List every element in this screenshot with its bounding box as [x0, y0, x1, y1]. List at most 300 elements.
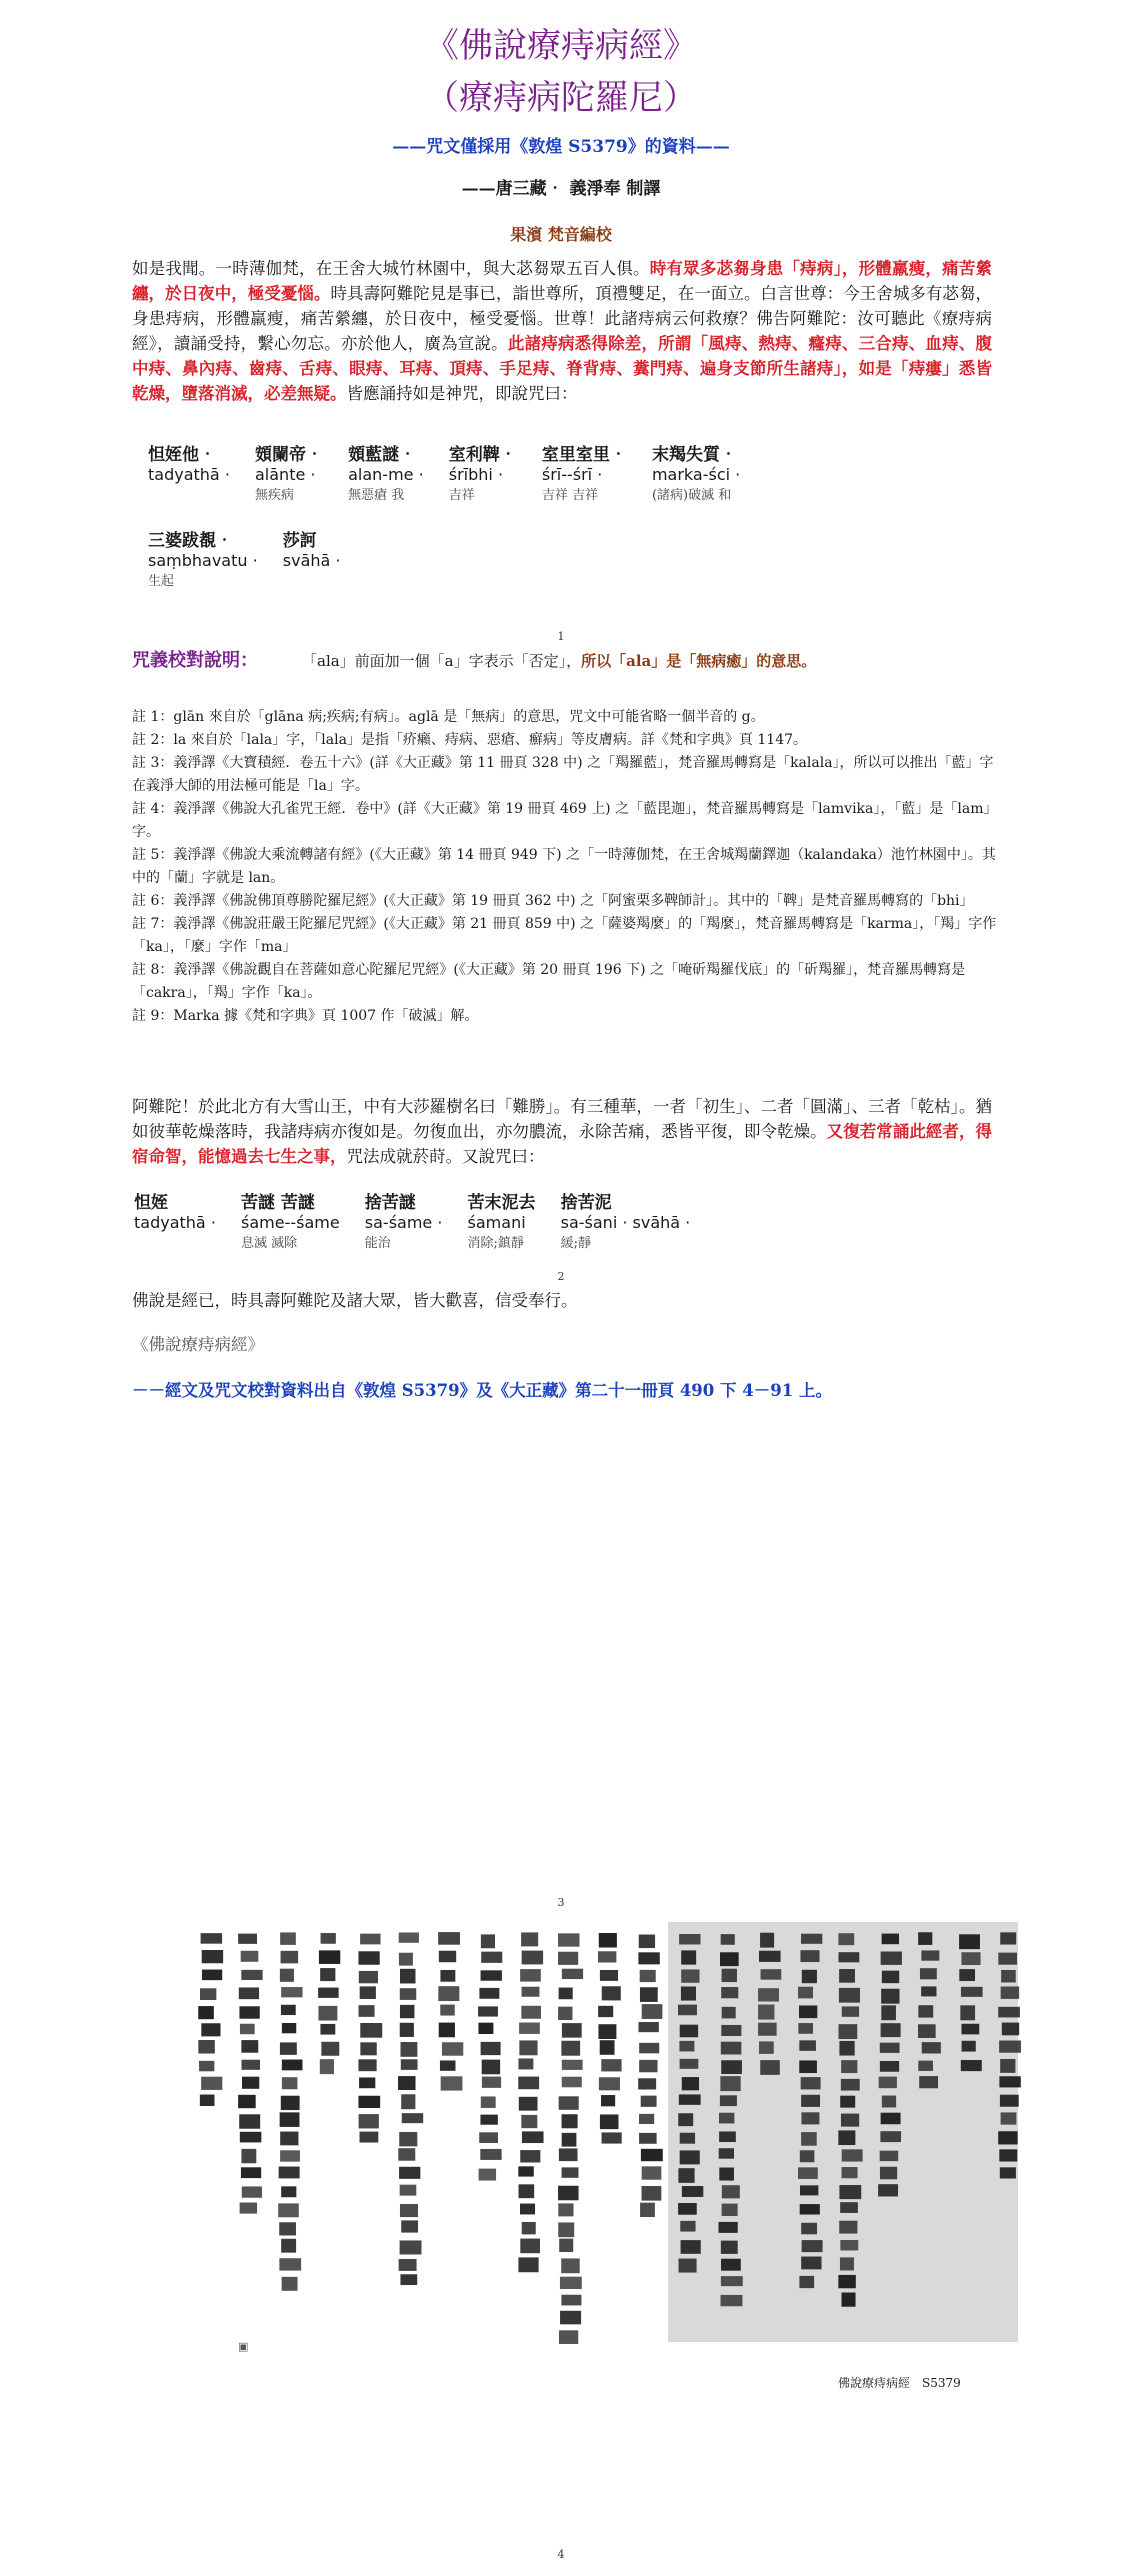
mantra-cell — [449, 440, 517, 503]
manuscript-glyph — [522, 1987, 540, 1997]
manuscript-glyph — [280, 1932, 296, 1944]
manuscript-glyph — [242, 2186, 262, 2197]
intro-p1-highlight: 時有眾多苾芻身患「痔病」，形體羸瘦，痛苦縈纏，於日夜中，極受憂惱。 — [132, 259, 993, 303]
mantra-roman: alan-me · — [348, 465, 424, 484]
manuscript-glyph — [800, 2204, 820, 2214]
manuscript-glyph — [279, 2222, 296, 2235]
manuscript-glyph — [961, 1952, 980, 1965]
manuscript-glyph — [320, 2059, 334, 2074]
manuscript-glyph — [1002, 2023, 1019, 2036]
note-label: 註 1： — [132, 709, 174, 725]
manuscript-glyph — [722, 1969, 737, 1982]
manuscript-glyph — [241, 2167, 261, 2178]
second-p1-end: 咒法成就菸莳。又說咒曰： — [346, 1147, 545, 1166]
second-paragraph — [132, 1094, 992, 1169]
manuscript-glyph — [838, 2130, 855, 2145]
manuscript-glyph — [718, 2222, 737, 2233]
manuscript-glyph — [481, 1952, 502, 1963]
manuscript-glyph — [282, 2060, 303, 2071]
manuscript-glyph — [639, 2114, 654, 2124]
manuscript-glyph — [400, 2023, 414, 2037]
intro-p2-highlight: 此諸痔病悉得除差，所謂「風痔、熱痔、癃痔、三合痔、血痔、腹中痔、鼻內痔、齒痔、舌痔、眼痔、耳痔、頂痔、手足痔、脊背痔、糞門痔、遍身支節所生諸痔」，如是「痔瘻」悉皆乾燥，墮落消滅，必差無疑。 — [132, 334, 993, 403]
manuscript-glyph — [200, 1988, 216, 2000]
notes-list — [132, 706, 1002, 1028]
manuscript-glyph — [999, 2076, 1020, 2087]
manuscript-glyph — [519, 2023, 540, 2034]
manuscript-glyph — [759, 2041, 774, 2053]
mantra-roman: sa-śame · — [364, 1213, 443, 1232]
manuscript-glyph — [720, 1952, 739, 1966]
manuscript-glyph — [518, 2077, 539, 2090]
manuscript-glyph — [640, 2203, 655, 2217]
manuscript-glyph — [439, 2023, 455, 2038]
page-title: 《佛說療痔病經》 — [425, 26, 697, 66]
manuscript-glyph — [760, 1933, 774, 1948]
manuscript-glyph — [999, 2041, 1021, 2053]
manuscript-glyph — [360, 2023, 382, 2038]
manuscript-glyph — [359, 2114, 379, 2128]
manuscript-glyph — [319, 1950, 340, 1964]
manuscript-glyph — [881, 2023, 901, 2037]
manuscript-glyph — [559, 1988, 573, 2000]
manuscript-glyph — [200, 2095, 215, 2106]
manuscript-glyph — [559, 2096, 579, 2109]
manuscript-glyph — [840, 2202, 858, 2213]
manuscript-glyph — [321, 2042, 339, 2056]
manuscript-glyph — [518, 2257, 538, 2272]
manuscript-glyph — [440, 2060, 456, 2070]
intro-p2: 時具壽阿難陀見是事已，詣世尊所，頂禮雙足，在一面立。白言世尊：今王舍城多有苾芻，身患痔病，形體羸瘦，痛苦縈纏，於日夜中，極受憂惱。世尊！此諸痔病云何救療？佛告阿難陀：汝可聽此《療痔病經》，讀誦受持，繫心勿忘。亦於他人，廣為宣說。 — [132, 284, 993, 353]
manuscript-glyph — [840, 2096, 855, 2108]
manuscript-glyph — [761, 1969, 782, 1979]
manuscript-glyph — [719, 2168, 734, 2181]
manuscript-glyph — [680, 2150, 700, 2164]
manuscript-glyph — [400, 2204, 418, 2217]
manuscript-glyph — [281, 1951, 299, 1964]
manuscript-glyph — [239, 2114, 260, 2128]
manuscript-glyph — [201, 1933, 222, 1944]
manuscript-glyph — [799, 2060, 817, 2073]
manuscript-glyph — [481, 2096, 496, 2108]
manuscript-glyph — [241, 1970, 262, 1980]
note-item — [132, 890, 1002, 913]
note-item — [132, 729, 1002, 752]
manuscript-glyph — [720, 2076, 740, 2091]
note-label: 註 7： — [132, 916, 174, 932]
manuscript-glyph — [400, 2185, 417, 2196]
manuscript-glyph — [562, 2060, 583, 2070]
manuscript-glyph — [760, 2060, 780, 2075]
manuscript-glyph — [1000, 2167, 1016, 2178]
manuscript-glyph — [678, 2113, 693, 2126]
manuscript-glyph — [239, 1987, 259, 1999]
manuscript-glyph — [280, 2042, 297, 2054]
manuscript-glyph — [799, 2276, 814, 2288]
manuscript-glyph — [960, 2005, 975, 2020]
note-text: 義淨譯《佛說大孔雀咒王經．卷中》(詳《大正藏》第 19 冊頁 469 上) 之「藍毘迦」，梵音羅馬轉寫是「lamvika」，「藍」是「lam」字。 — [132, 801, 998, 840]
manuscript-glyph — [841, 2079, 860, 2091]
manuscript-glyph — [721, 2025, 741, 2036]
mantra-roman: sa-śani · svāhā · — [560, 1213, 691, 1232]
manuscript-glyph — [240, 2202, 257, 2213]
manuscript-glyph — [321, 1933, 336, 1944]
note-label: 註 5： — [132, 847, 174, 863]
mantra-roman: śame--śame — [241, 1213, 340, 1232]
manuscript-glyph — [241, 1951, 259, 1962]
manuscript-glyph — [802, 2240, 823, 2252]
note-text: 義淨譯《佛說佛頂尊勝陀羅尼經》(《大正藏》第 19 冊頁 362 中) 之「阿蜜栗多鞞師計」。其中的「鞞」是梵音羅馬轉寫的「bhi」 — [173, 893, 974, 909]
mantra-han: 苦謎 苦謎 — [241, 1193, 315, 1213]
manuscript-glyph — [360, 1934, 380, 1945]
mantra-roman: tadyathā · — [148, 465, 230, 484]
manuscript-glyph — [559, 2239, 573, 2252]
manuscript-glyph — [521, 2115, 537, 2128]
manuscript-glyph — [281, 2239, 296, 2253]
note-label: 註 6： — [132, 893, 174, 909]
manuscript-glyph — [522, 2222, 536, 2234]
manuscript-glyph — [839, 2185, 861, 2199]
mantra-cell — [134, 1188, 216, 1232]
page-number-1: 1 — [557, 630, 565, 643]
mantra-han: 莎訶 — [282, 531, 317, 551]
manuscript-glyph — [640, 1970, 656, 1982]
translator-line: ——唐三藏‧ 義淨奉 制譯 — [461, 179, 661, 199]
mantra-row-1 — [148, 440, 760, 503]
closing-line: 佛說是經已，時具壽阿難陀及諸大眾，皆大歡喜，信受奉行。 — [132, 1291, 578, 1310]
manuscript-glyph — [360, 1986, 376, 1999]
manuscript-glyph — [758, 2005, 774, 2020]
manuscript-glyph — [438, 1986, 459, 2001]
manuscript-glyph — [678, 2168, 694, 2183]
manuscript-glyph — [878, 2184, 898, 2196]
manuscript-glyph — [562, 1969, 583, 1979]
manuscript-glyph — [282, 2277, 298, 2291]
manuscript-glyph — [600, 2040, 615, 2055]
manuscript-glyph — [598, 2006, 613, 2017]
explanation — [132, 646, 1012, 672]
manuscript-glyph — [522, 2131, 544, 2143]
manuscript-glyph — [599, 2077, 620, 2090]
manuscript-glyph — [839, 2221, 857, 2234]
manuscript-glyph — [1001, 2112, 1017, 2124]
manuscript-glyph — [801, 2095, 820, 2107]
manuscript-glyph — [359, 2077, 375, 2088]
manuscript-glyph — [918, 2061, 933, 2071]
manuscript-glyph — [758, 1988, 779, 2001]
manuscript-glyph — [561, 2041, 580, 2056]
manuscript-glyph — [401, 2059, 418, 2070]
manuscript-glyph — [919, 2076, 938, 2088]
manuscript-glyph — [682, 2186, 703, 2197]
note-text: 義淨譯《大寶積經．卷五十六》(詳《大正藏》第 11 冊頁 328 中) 之「羯羅藍」，梵音羅馬轉寫是「kalala」，所以可以推出「藍」字在義淨大師的用法極可能是「la」字。 — [132, 755, 994, 794]
manuscript-glyph — [440, 2005, 454, 2016]
manuscript-glyph — [519, 2097, 538, 2111]
manuscript-glyph — [681, 2240, 701, 2254]
manuscript-glyph — [401, 2220, 418, 2232]
manuscript-glyph — [201, 2023, 220, 2036]
manuscript-glyph — [719, 2131, 736, 2142]
manuscript-glyph — [558, 2203, 573, 2216]
manuscript-glyph — [961, 2060, 982, 2071]
manuscript-glyph — [1000, 2059, 1015, 2073]
manuscript-glyph — [280, 2132, 298, 2146]
manuscript-glyph — [842, 2006, 859, 2016]
manuscript-glyph — [639, 2133, 657, 2144]
mantra-han: 三婆跋覩‧ — [148, 531, 233, 551]
mantra-roman: svāhā · — [282, 551, 341, 570]
manuscript-glyph — [801, 2223, 817, 2235]
manuscript-glyph — [959, 1934, 980, 1949]
manuscript-glyph — [880, 2151, 899, 2161]
manuscript-glyph — [639, 1935, 655, 1949]
mantra-cell — [561, 1188, 691, 1251]
manuscript-glyph — [881, 1951, 902, 1964]
manuscript-glyph — [481, 2042, 501, 2055]
manuscript-glyph — [320, 1968, 335, 1981]
manuscript-glyph — [721, 1934, 735, 1945]
manuscript-glyph — [478, 2023, 493, 2034]
mantra-roman: tadyathā · — [134, 1213, 216, 1232]
explanation-text: 「ala」前面加一個「a」字表示「否定」， — [302, 652, 582, 670]
manuscript-glyph — [798, 2023, 813, 2034]
intro-paragraph — [132, 256, 992, 406]
manuscript-glyph — [882, 2096, 896, 2108]
manuscript-glyph — [880, 2131, 901, 2142]
manuscript-glyph — [360, 2042, 376, 2055]
manuscript-glyph — [1001, 1986, 1019, 1998]
second-p1: 阿難陀！於此北方有大雪山王，中有大莎羅樹名曰「難勝」。有三種華，一者「初生」、二者「圓滿」、三者「乾枯」。猶如彼華乾燥落時，我諸痔病亦復如是。勿復血出，亦勿膿流，永除苦痛，悉皆平復，即令乾燥。 — [132, 1097, 992, 1141]
manuscript-image — [148, 1912, 1028, 2362]
manuscript-glyph — [358, 1951, 379, 1965]
manuscript-glyph — [400, 2240, 422, 2254]
mantra-row-3 — [134, 1188, 710, 1251]
manuscript-glyph — [518, 2166, 533, 2176]
note-label: 註 4： — [132, 801, 174, 817]
mantra-roman: śrībhi · — [448, 465, 504, 484]
mantra-gloss: 能治 — [364, 1236, 391, 1251]
manuscript-glyph — [600, 1970, 618, 1981]
manuscript-glyph — [1001, 1970, 1016, 1982]
manuscript-glyph — [880, 2167, 897, 2180]
manuscript-glyph — [800, 1950, 819, 1962]
manuscript-glyph — [758, 2023, 777, 2036]
manuscript-glyph — [318, 2006, 337, 2021]
manuscript-glyph — [399, 1953, 413, 1966]
manuscript-glyph — [239, 2006, 259, 2018]
manuscript-glyph — [921, 1986, 936, 1996]
mantra-han: 頞闌帝‧ — [255, 445, 323, 465]
mantra-cell — [348, 440, 424, 503]
manuscript-glyph — [801, 2257, 821, 2270]
manuscript-glyph — [962, 2041, 976, 2052]
manuscript-glyph — [998, 2131, 1017, 2144]
manuscript-glyph — [278, 2203, 299, 2217]
manuscript-glyph — [801, 1934, 822, 1944]
note-text: la 來自於「lala」字，「lala」是指「疥癩、痔病、惡瘡、癬病」等皮膚病。詳《梵和字典》頁 1147。 — [173, 732, 808, 748]
manuscript-glyph — [558, 2007, 572, 2020]
mantra-gloss: (諸病)破滅 和 — [651, 488, 732, 503]
source-line: －－經文及咒文校對資料出自《敦煌 S5379》及《大正藏》第二十一冊頁 490 下 4－91 上。 — [132, 1381, 832, 1400]
manuscript-glyph — [680, 2059, 699, 2069]
stamp-icon: ▣ — [238, 2340, 249, 2353]
manuscript-glyph — [600, 2114, 619, 2129]
manuscript-glyph — [679, 2259, 697, 2273]
manuscript-glyph — [721, 2060, 742, 2074]
note-text: Marka 據《梵和字典》頁 1007 作「破滅」解。 — [173, 1008, 479, 1024]
manuscript-glyph — [961, 2024, 979, 2035]
mantra-roman: marka-ści · — [651, 465, 741, 484]
note-label: 註 8： — [132, 962, 174, 978]
manuscript-glyph — [401, 2042, 418, 2057]
note-label: 註 2： — [132, 732, 174, 748]
manuscript-glyph — [358, 2096, 380, 2108]
mantra-han: 怛姪 — [134, 1193, 168, 1213]
manuscript-glyph — [402, 2113, 423, 2123]
manuscript-glyph — [201, 2077, 222, 2090]
manuscript-glyph — [722, 2185, 740, 2198]
mantra-cell — [255, 440, 323, 503]
manuscript-glyph — [562, 2133, 577, 2147]
manuscript-glyph — [681, 1950, 696, 1964]
manuscript-glyph — [881, 2113, 901, 2125]
manuscript-glyph — [638, 1952, 659, 1964]
mantra-gloss: 無惡瘡 我 — [348, 488, 405, 503]
manuscript-glyph — [802, 1970, 817, 1983]
manuscript-glyph — [400, 2005, 415, 2018]
second-p1-highlight: 又復若常誦此經者，得宿命智，能憶過去七生之事， — [132, 1122, 993, 1166]
manuscript-glyph — [880, 2043, 900, 2053]
manuscript-glyph — [400, 1969, 416, 1984]
manuscript-glyph — [598, 1951, 616, 1962]
manuscript-glyph — [561, 2295, 581, 2306]
manuscript-glyph — [439, 1951, 456, 1962]
note-text: 義淨譯《佛說觀自在菩薩如意心陀羅尼咒經》(《大正藏》第 20 冊頁 196 下) 之「唵斫羯羅伐底」的「斫羯羅」，梵音羅馬轉寫是「cakra」，「羯」字作「ka」。 — [132, 962, 966, 1001]
manuscript-glyph — [918, 1932, 932, 1945]
manuscript-glyph — [842, 2167, 858, 2178]
manuscript-glyph — [719, 2148, 734, 2158]
manuscript-glyph — [481, 1934, 495, 1948]
manuscript-glyph — [279, 2167, 300, 2179]
mantra-han: 苦末泥去 — [467, 1193, 536, 1213]
manuscript-glyph — [801, 2132, 817, 2146]
mantra-cell — [365, 1188, 443, 1251]
mantra-gloss: 消除;鎮靜 — [467, 1236, 524, 1251]
manuscript-glyph — [558, 1952, 578, 1965]
manuscript-glyph — [519, 2184, 535, 2198]
manuscript-glyph — [681, 1969, 699, 1982]
mantra-han: 捨苦謎 — [364, 1193, 416, 1213]
manuscript-glyph — [601, 2095, 615, 2106]
manuscript-glyph — [840, 2240, 858, 2250]
manuscript-glyph — [800, 2185, 818, 2195]
manuscript-glyph — [281, 2096, 300, 2110]
manuscript-glyph — [602, 1986, 621, 2000]
manuscript-glyph — [521, 2006, 541, 2019]
mantra-roman: alānte · — [255, 465, 316, 484]
manuscript-glyph — [560, 2277, 582, 2289]
manuscript-glyph — [241, 2149, 256, 2163]
manuscript-glyph — [798, 1987, 813, 1999]
manuscript-caption: 佛說療痔病經 S5379 — [838, 2376, 961, 2390]
manuscript-glyph — [320, 2024, 335, 2035]
note-item — [132, 959, 1002, 1005]
mantra-cell — [148, 526, 258, 589]
manuscript-glyph — [918, 2005, 933, 2017]
note-text: 義淨譯《佛說大乘流轉諸有經》(《大正藏》第 14 冊頁 949 下) 之「一時薄伽梵，在王舍城羯蘭鐸迦（kalandaka）池竹林園中」。其中的「蘭」字就是 lan。 — [132, 847, 996, 886]
explanation-highlight: 所以「ala」是「無病癒」的意思。 — [581, 652, 817, 670]
manuscript-glyph — [282, 2077, 298, 2089]
manuscript-glyph — [480, 2115, 497, 2125]
manuscript-glyph — [438, 1932, 460, 1945]
manuscript-glyph — [679, 1934, 700, 1944]
note-text: 義淨譯《佛說莊嚴王陀羅尼咒經》(《大正藏》第 21 冊頁 859 中) 之「薩婆羯麼」的「羯麼」，梵音羅馬轉寫是「karma」，「羯」字作「ka」，「麼」字作「ma」 — [132, 916, 997, 955]
manuscript-glyph — [280, 2112, 300, 2127]
manuscript-glyph — [680, 2221, 695, 2232]
manuscript-glyph — [880, 2061, 899, 2072]
manuscript-glyph — [638, 2078, 656, 2089]
manuscript-glyph — [281, 1987, 302, 1997]
manuscript-glyph — [679, 2041, 694, 2052]
mantra-han: 捨苦泥 — [560, 1193, 612, 1213]
manuscript-glyph — [399, 2132, 417, 2146]
manuscript-glyph — [522, 1951, 543, 1965]
manuscript-glyph — [839, 1952, 860, 1962]
mantra-cell — [241, 1188, 340, 1251]
mantra-han: 室里室里‧ — [541, 445, 627, 465]
mantra-row-2 — [148, 526, 361, 589]
manuscript-glyph — [681, 1986, 696, 2000]
manuscript-glyph — [881, 2005, 896, 2020]
mantra-han: 怛姪他‧ — [148, 445, 216, 465]
manuscript-glyph — [560, 2311, 581, 2325]
note-item — [132, 752, 1002, 798]
manuscript-glyph — [480, 2149, 501, 2160]
manuscript-glyph — [520, 2204, 535, 2215]
manuscript-glyph — [479, 2169, 496, 2181]
sutra-end-title: 《佛說療痔病經》 — [132, 1335, 264, 1354]
manuscript-glyph — [680, 2025, 698, 2038]
manuscript-glyph — [520, 1969, 541, 1982]
manuscript-glyph — [720, 2095, 737, 2106]
note-item — [132, 844, 1002, 890]
manuscript-glyph — [721, 2259, 741, 2271]
mantra-cell — [542, 440, 627, 503]
manuscript-glyph — [918, 2024, 936, 2038]
manuscript-glyph — [721, 1987, 738, 1998]
manuscript-glyph — [680, 2133, 695, 2144]
manuscript-glyph — [359, 1971, 378, 1983]
manuscript-glyph — [721, 2241, 738, 2254]
manuscript-glyph — [641, 2096, 657, 2107]
manuscript-glyph — [562, 2077, 582, 2088]
manuscript-glyph — [358, 2059, 376, 2071]
manuscript-glyph — [241, 2060, 260, 2070]
explanation-label: 咒義校對說明： — [132, 650, 258, 671]
manuscript-glyph — [682, 2077, 699, 2090]
editor-line: 果濱 梵音編校 — [510, 225, 612, 244]
manuscript-glyph — [558, 2222, 574, 2237]
manuscript-glyph — [799, 2040, 816, 2051]
manuscript-glyph — [562, 2114, 578, 2128]
mantra-gloss: 息滅 滅除 — [241, 1236, 298, 1251]
manuscript-glyph — [440, 1970, 455, 1982]
manuscript-glyph — [318, 1988, 338, 1998]
manuscript-glyph — [360, 2132, 379, 2143]
manuscript-glyph — [998, 1953, 1017, 1965]
manuscript-glyph — [280, 1969, 294, 1982]
note-text: glān 來自於「glāna 病;疾病;有病」。aglā 是「無病」的意思，咒文中可能省略一個半音的 g。 — [173, 709, 765, 725]
manuscript-glyph — [839, 2024, 858, 2039]
